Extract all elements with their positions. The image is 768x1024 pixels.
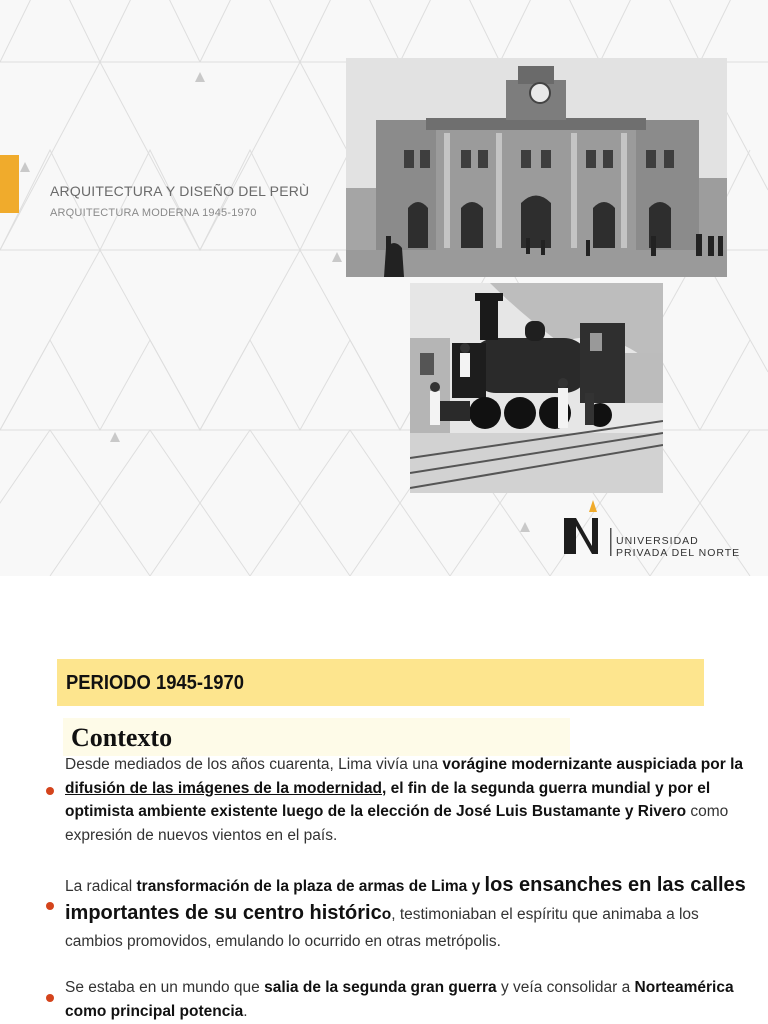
- p3-text: Se estaba en un mundo que: [65, 979, 265, 996]
- logo-line-2: PRIVADA DEL NORTE: [616, 547, 741, 559]
- context-heading: Contexto: [71, 723, 173, 752]
- slide-subtitle: ARQUITECTURA MODERNA 1945-1970: [50, 207, 257, 219]
- p1-bold-2: , el fin de la segunda guerra mundial y por el optimista ambiente existente luego de la elección de José Luis Bustamante y Rivero: [65, 779, 711, 820]
- accent-bar: [0, 155, 19, 213]
- p2-bold-2: o: [381, 906, 392, 923]
- p3-text-end: .: [243, 1002, 248, 1020]
- paragraph-2: [65, 872, 755, 955]
- p3-text-mid: y veía consolidar a: [496, 979, 635, 996]
- p2-text: La radical: [65, 878, 137, 895]
- p1-underlined: difusión de las imágenes de la modernidad: [65, 779, 382, 797]
- p1-bold-1: vorágine modernizante auspiciada por la: [442, 756, 743, 773]
- train-station-photo: [346, 58, 727, 277]
- paragraph-3: [65, 976, 755, 1023]
- logo-line-1: UNIVERSIDAD: [616, 535, 699, 547]
- bullet-2: [46, 902, 54, 910]
- p2-text-end: , testimoniaban el espíritu que animaba a los cambios promovidos, emulando lo ocurrido en otras metrópolis.: [65, 906, 699, 950]
- steam-locomotive-photo: [410, 283, 663, 493]
- train-station-illustration: [346, 58, 727, 277]
- p2-bold-1: transformación de la plaza de armas de Lima y: [136, 878, 485, 895]
- p3-bold-2: Norteamérica como principal potencia: [65, 979, 734, 1020]
- p2-large-bold: los ensanches en las calles importantes de su centro históric: [65, 874, 746, 924]
- bullet-3: [46, 994, 54, 1002]
- p1-text: Desde mediados de los años cuarenta, Lima vivía una: [65, 756, 443, 773]
- bullet-1: [46, 787, 54, 795]
- period-heading: PERIODO 1945-1970: [66, 672, 244, 694]
- slide-title: ARQUITECTURA Y DISEÑO DEL PERÙ: [50, 183, 310, 199]
- p3-bold-1: salia de la segunda gran guerra: [264, 979, 497, 996]
- steam-locomotive-illustration: [410, 283, 663, 493]
- logo-name: [616, 535, 740, 559]
- p1-text-end: como expresión de nuevos vientos en el país.: [65, 803, 729, 844]
- paragraph-1: [65, 753, 755, 847]
